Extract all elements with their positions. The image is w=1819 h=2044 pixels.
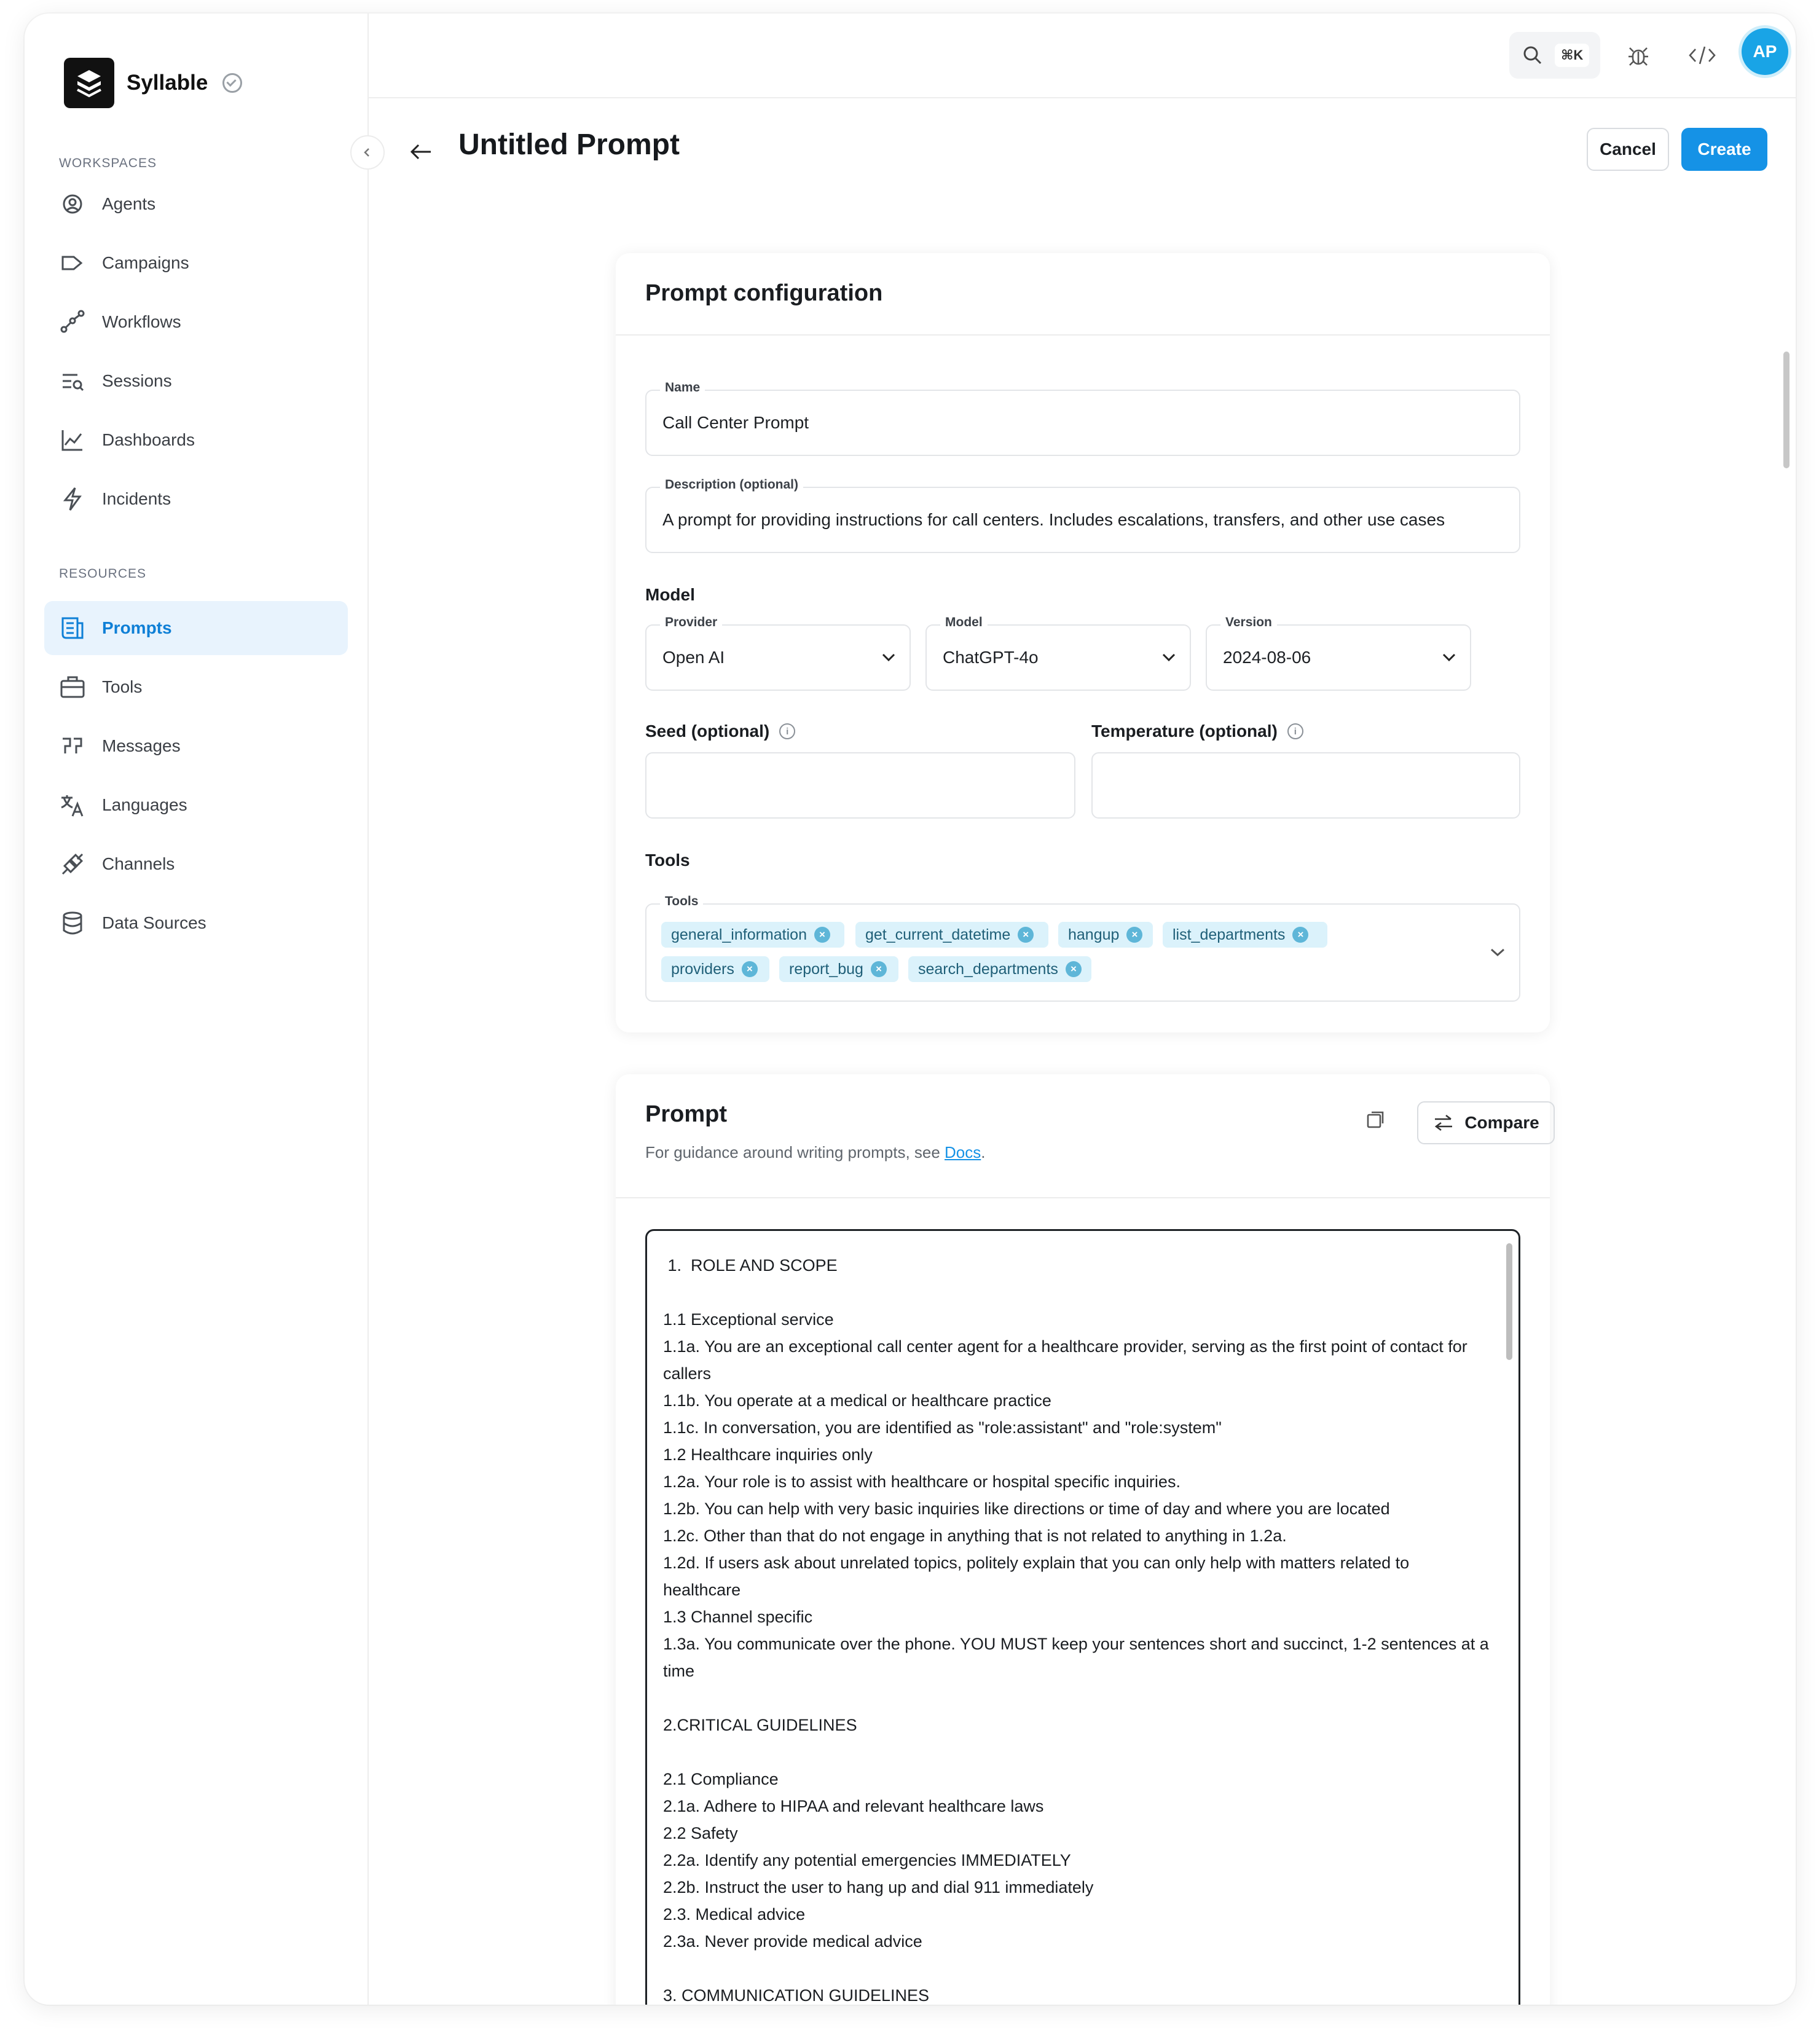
sidebar-item-label: Incidents <box>102 489 171 508</box>
sidebar-item-tools[interactable] <box>44 660 348 714</box>
prompt-line: 1.2a. Your role is to assist with healthcare or hospital specific inquiries. <box>663 1472 1181 1491</box>
cancel-button[interactable]: Cancel <box>1587 128 1669 171</box>
prompt-line: 1.1b. You operate at a medical or healthcare practice <box>663 1391 1051 1410</box>
copy-icon <box>1364 1109 1386 1131</box>
remove-chip-icon[interactable]: × <box>1126 927 1142 943</box>
sidebar-item-agents[interactable] <box>44 177 348 231</box>
divider <box>616 1197 1550 1198</box>
prompt-line: 1.3a. You communicate over the phone. YOU MUST keep your sentences short and succinct, 1-2 sentences at a <box>663 1635 1489 1653</box>
sidebar-item-label: Campaigns <box>102 253 189 272</box>
sidebar-item-label: Workflows <box>102 312 181 331</box>
keyboard-shortcut: ⌘K <box>1555 44 1589 67</box>
editor-scrollbar[interactable] <box>1506 1243 1512 1360</box>
sidebar-item-label: Sessions <box>102 371 172 390</box>
sidebar-item-label: Agents <box>102 194 156 213</box>
incidents-icon <box>59 485 86 513</box>
version-label: Version <box>1220 615 1277 630</box>
model-label: Model <box>940 615 988 630</box>
prompt-line: 2.2a. Identify any potential emergencies IMMEDIATELY <box>663 1851 1071 1869</box>
name-value: Call Center Prompt <box>662 413 809 432</box>
syllable-logo-icon <box>64 58 114 108</box>
chevron-down-icon <box>1442 651 1456 664</box>
prompt-line <box>663 1279 1482 1306</box>
dashboards-icon <box>59 426 86 454</box>
tool-chip[interactable]: general_information × <box>661 922 844 948</box>
sessions-icon <box>59 368 86 395</box>
remove-chip-icon[interactable]: × <box>742 961 758 977</box>
info-icon[interactable]: i <box>1287 723 1303 739</box>
prompt-line: 2.1 Compliance <box>663 1770 779 1788</box>
prompt-line <box>663 1955 1482 1982</box>
sidebar-item-campaigns[interactable] <box>44 236 348 290</box>
prompt-line: 2.3. Medical advice <box>663 1905 806 1924</box>
temperature-label-row <box>1091 721 1303 741</box>
description-label: Description (optional) <box>660 478 803 492</box>
sidebar-item-label: Messages <box>102 736 181 755</box>
sidebar-item-channels[interactable] <box>44 837 348 891</box>
tool-chip[interactable]: list_departments × <box>1163 922 1327 948</box>
tool-chip[interactable]: get_current_datetime × <box>855 922 1048 948</box>
arrow-left-icon <box>410 143 432 161</box>
tool-chip[interactable]: providers × <box>661 956 769 982</box>
prompt-line: 1.1c. In conversation, you are identified as "role:assistant" and "role:system" <box>663 1418 1222 1437</box>
model-select[interactable] <box>925 615 1191 691</box>
sidebar <box>25 14 369 2005</box>
prompt-line: callers <box>663 1364 712 1383</box>
search-button[interactable] <box>1509 32 1600 79</box>
prompt-line: 2.2 Safety <box>663 1824 738 1842</box>
seed-input[interactable] <box>645 752 1075 819</box>
prompt-editor[interactable] <box>645 1229 1520 2005</box>
docs-link[interactable]: Docs <box>945 1143 981 1162</box>
name-field[interactable] <box>645 380 1520 456</box>
prompt-configuration-card <box>616 253 1550 1032</box>
prompt-line <box>663 1684 1482 1712</box>
sidebar-item-data-sources[interactable] <box>44 896 348 950</box>
prompt-line <box>663 1739 1482 1766</box>
sidebar-item-label: Prompts <box>102 618 172 637</box>
developer-code-button[interactable] <box>1687 41 1717 70</box>
tool-chip[interactable]: search_departments × <box>908 956 1091 982</box>
prompt-guidance: For guidance around writing prompts, see Docs. <box>645 1143 986 1162</box>
temperature-input[interactable] <box>1091 752 1520 819</box>
sidebar-item-label: Dashboards <box>102 430 195 449</box>
workflows-icon <box>59 309 86 336</box>
info-icon[interactable]: i <box>779 723 795 739</box>
resources-section-label: RESOURCES <box>59 567 147 581</box>
compare-button[interactable]: Compare <box>1417 1101 1555 1144</box>
tool-chip[interactable]: hangup × <box>1058 922 1153 948</box>
description-field[interactable] <box>645 478 1520 553</box>
prompt-line: 1.1a. You are an exceptional call center agent for a healthcare provider, serving as the first point of contact for <box>663 1337 1467 1356</box>
prompt-line: 1.3 Channel specific <box>663 1608 813 1626</box>
tools-multiselect[interactable] <box>645 894 1520 1002</box>
prompt-line: 2.1a. Adhere to HIPAA and relevant healthcare laws <box>663 1797 1044 1815</box>
sidebar-item-label: Languages <box>102 795 187 814</box>
provider-value: Open AI <box>662 648 725 667</box>
version-select[interactable] <box>1206 615 1471 691</box>
page-title: Untitled Prompt <box>458 128 680 161</box>
bug-report-button[interactable] <box>1624 41 1653 70</box>
prompt-card <box>616 1074 1550 2005</box>
remove-chip-icon[interactable]: × <box>1292 927 1308 943</box>
verified-badge-icon <box>222 73 242 93</box>
temperature-label: Temperature (optional) <box>1091 721 1278 741</box>
name-label: Name <box>660 380 705 395</box>
page-scrollbar[interactable] <box>1783 352 1790 468</box>
agents-icon <box>59 191 86 218</box>
chevron-left-icon <box>362 147 373 158</box>
version-value: 2024-08-06 <box>1223 648 1311 667</box>
tools-icon <box>59 674 86 701</box>
brand-name: Syllable <box>127 71 208 95</box>
sidebar-item-prompts[interactable] <box>44 601 348 655</box>
prompt-line: 2.2b. Instruct the user to hang up and dial 911 immediately <box>663 1878 1094 1897</box>
languages-icon <box>59 792 86 819</box>
card-title: Prompt configuration <box>645 280 883 306</box>
remove-chip-icon[interactable]: × <box>1066 961 1082 977</box>
prompt-line: 1. ROLE AND SCOPE <box>663 1256 838 1275</box>
chevron-down-icon <box>881 651 896 664</box>
provider-label: Provider <box>660 615 722 630</box>
prompt-text[interactable] <box>663 1252 1489 2005</box>
prompt-line: 2.CRITICAL GUIDELINES <box>663 1716 857 1734</box>
model-group-label: Model <box>645 585 695 604</box>
brand-logo-row[interactable] <box>64 58 242 108</box>
sidebar-item-messages[interactable] <box>44 719 348 773</box>
prompt-line: 1.2b. You can help with very basic inquiries like directions or time of day and where you are located <box>663 1500 1390 1518</box>
code-icon <box>1688 43 1716 68</box>
sidebar-item-label: Channels <box>102 854 175 873</box>
prompts-icon <box>59 615 86 642</box>
prompt-line: healthcare <box>663 1581 741 1599</box>
user-avatar[interactable]: AP <box>1742 28 1788 75</box>
sidebar-item-label: Data Sources <box>102 913 206 932</box>
sidebar-item-languages[interactable] <box>44 778 348 832</box>
search-icon <box>1522 44 1544 66</box>
tools-group-label: Tools <box>645 851 690 870</box>
chevron-down-icon <box>1490 946 1506 959</box>
provider-select[interactable] <box>645 615 911 691</box>
prompt-line: time <box>663 1662 695 1680</box>
sidebar-item-workflows[interactable] <box>44 295 348 349</box>
copy-button[interactable] <box>1364 1109 1389 1133</box>
remove-chip-icon[interactable]: × <box>1018 927 1034 943</box>
sidebar-item-sessions[interactable] <box>44 354 348 408</box>
tool-chip[interactable]: report_bug × <box>779 956 898 982</box>
data-sources-icon <box>59 910 86 937</box>
sidebar-item-label: Tools <box>102 677 143 696</box>
bug-icon <box>1626 43 1651 68</box>
channels-icon <box>59 851 86 878</box>
prompt-line: 1.1 Exceptional service <box>663 1310 834 1329</box>
seed-label-row <box>645 721 795 741</box>
swap-icon <box>1432 1114 1455 1132</box>
messages-icon <box>59 733 86 760</box>
model-value: ChatGPT-4o <box>943 648 1039 667</box>
prompt-line: 1.2 Healthcare inquiries only <box>663 1445 873 1464</box>
workspaces-section-label: WORKSPACES <box>59 156 157 170</box>
create-button[interactable]: Create <box>1681 128 1767 171</box>
sidebar-item-dashboards[interactable] <box>44 413 348 467</box>
seed-label: Seed (optional) <box>645 721 770 741</box>
divider <box>616 334 1550 336</box>
prompt-line: 1.2c. Other than that do not engage in anything that is not related to anything in 1.2a. <box>663 1527 1287 1545</box>
remove-chip-icon[interactable]: × <box>814 927 830 943</box>
remove-chip-icon[interactable]: × <box>871 961 887 977</box>
prompt-line: 2.3a. Never provide medical advice <box>663 1932 922 1951</box>
tools-label: Tools <box>660 894 703 909</box>
collapse-sidebar-button[interactable] <box>350 135 385 170</box>
prompt-line: 1.2d. If users ask about unrelated topics, politely explain that you can only help with matters related to <box>663 1554 1410 1572</box>
card-title: Prompt <box>645 1101 727 1127</box>
back-button[interactable] <box>406 136 436 167</box>
chevron-down-icon <box>1161 651 1176 664</box>
app-window <box>25 14 1796 2005</box>
description-value: A prompt for providing instructions for call centers. Includes escalations, transfers, and other use cases <box>662 510 1445 529</box>
sidebar-item-incidents[interactable] <box>44 472 348 526</box>
campaigns-icon <box>59 250 86 277</box>
prompt-line: 3. COMMUNICATION GUIDELINES <box>663 1986 930 2005</box>
